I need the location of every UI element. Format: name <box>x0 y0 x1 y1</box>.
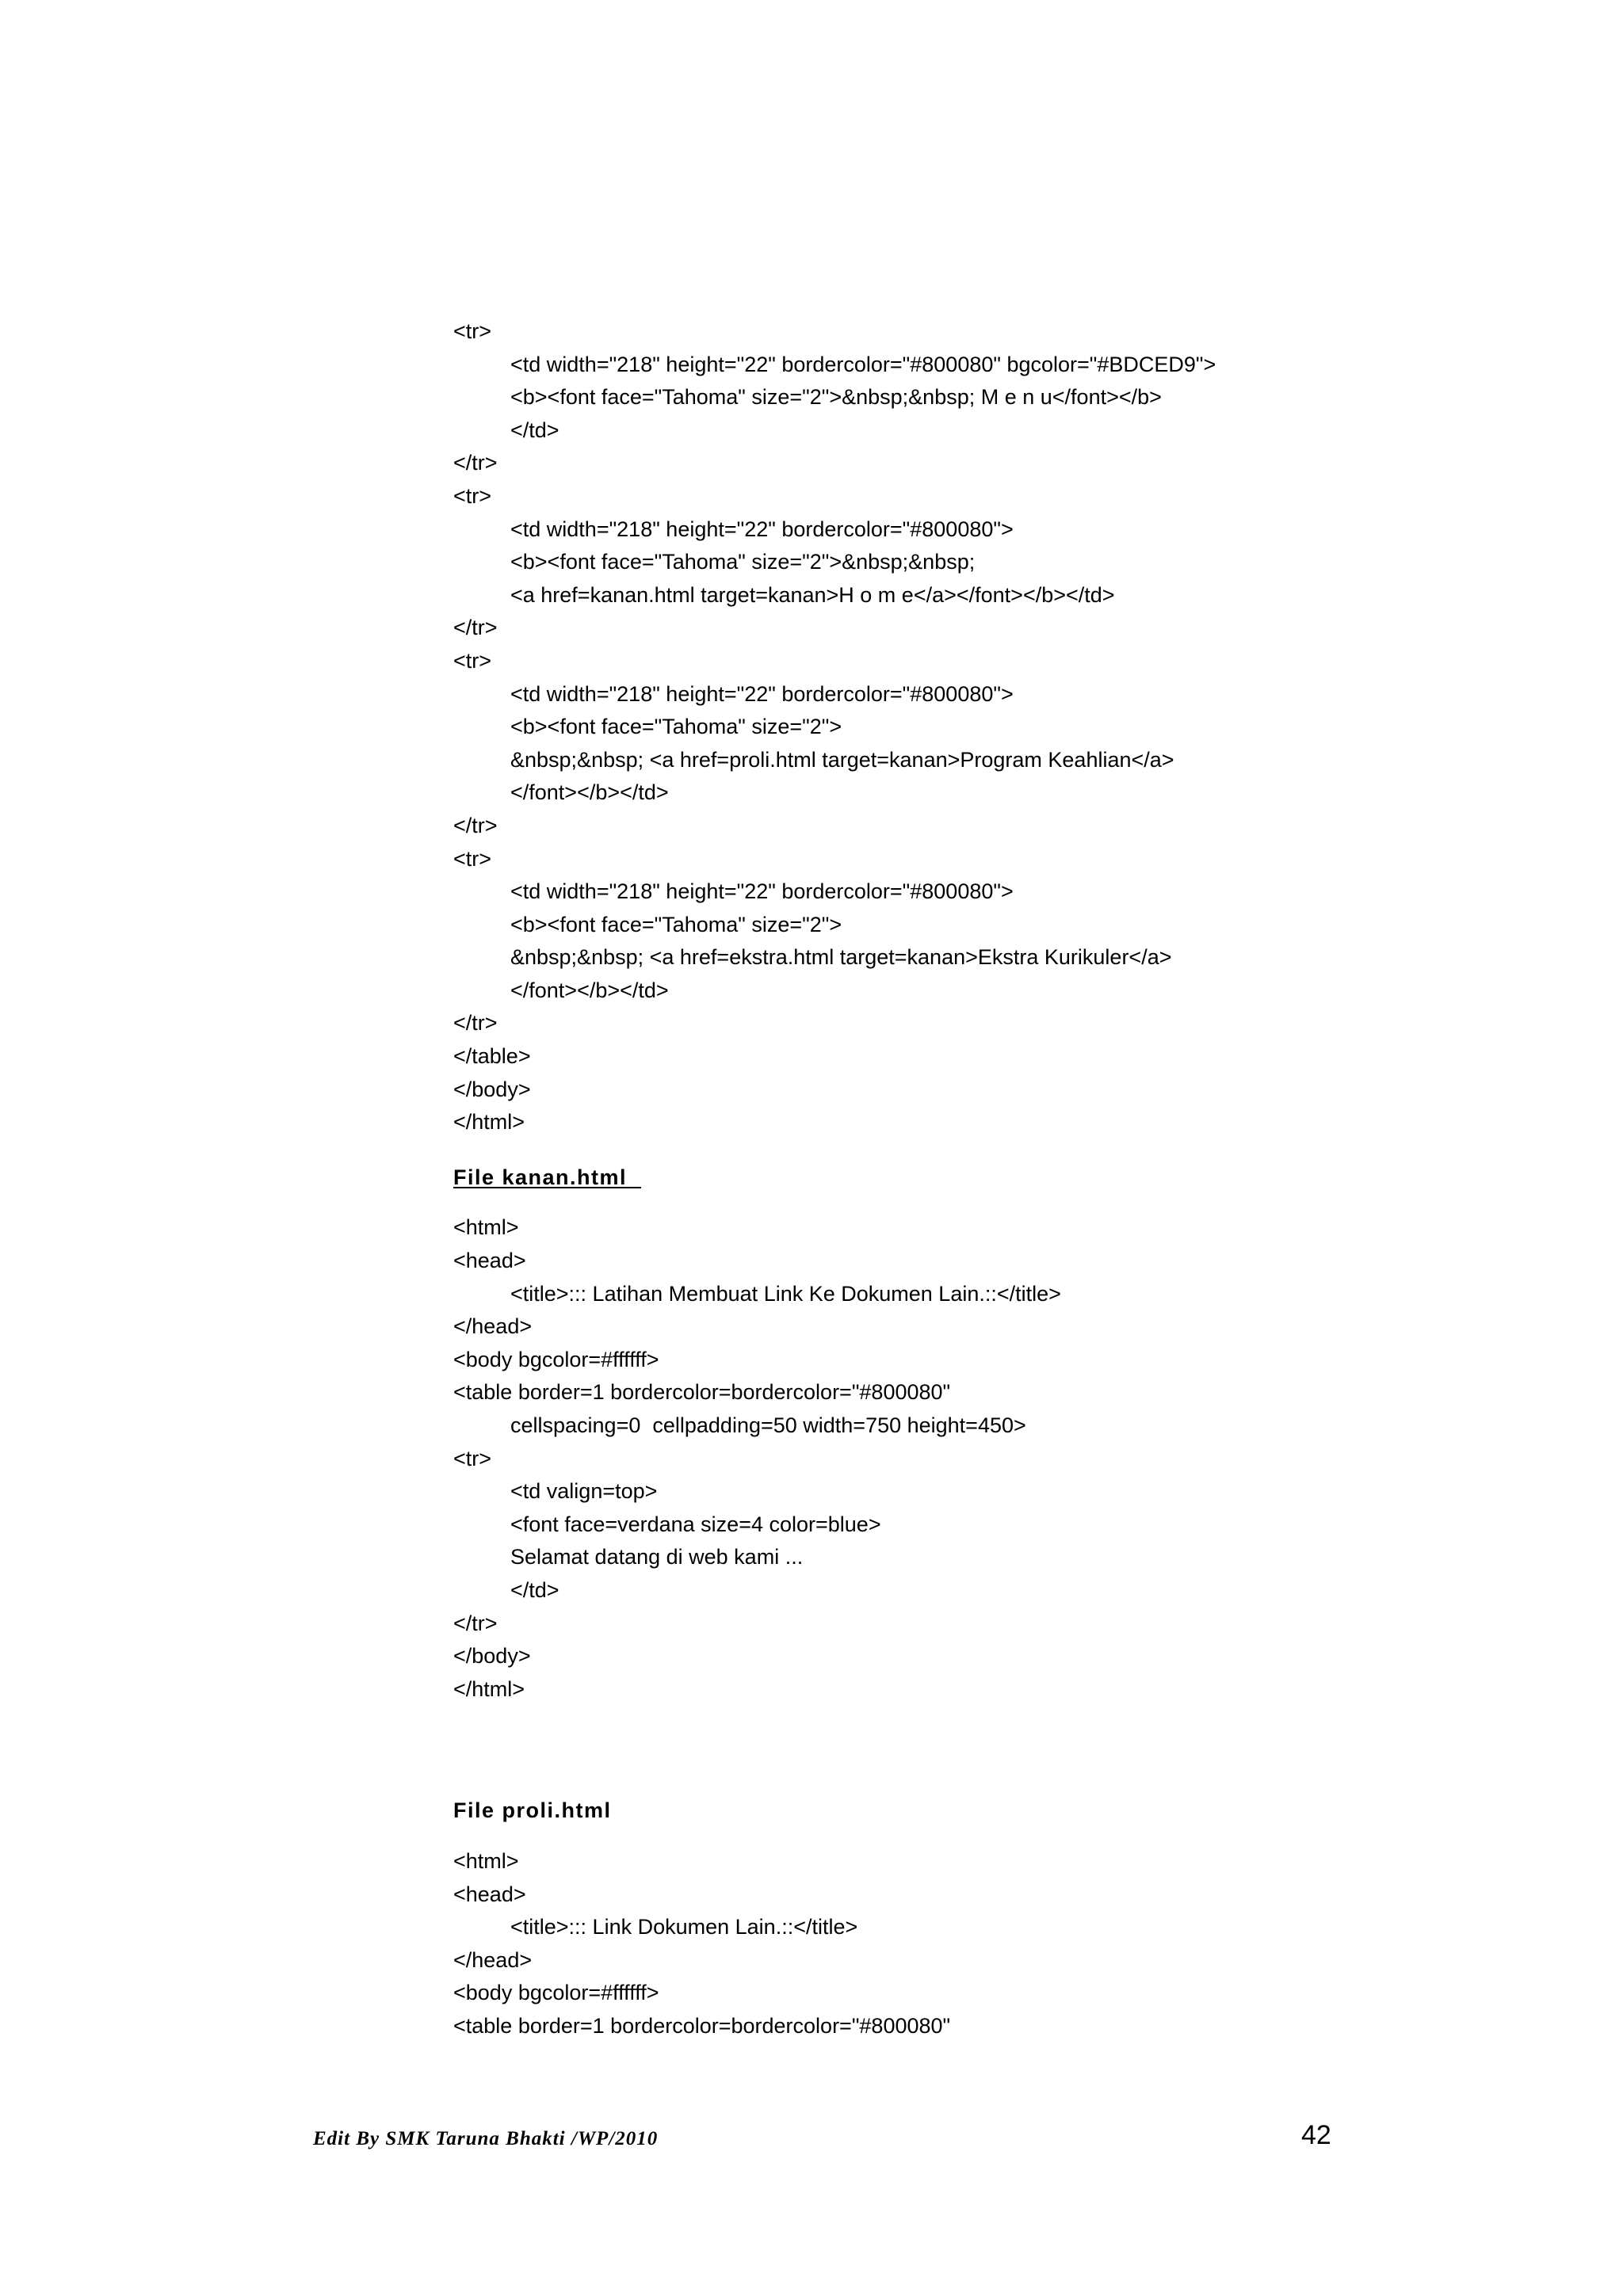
code-line: <head> <box>453 1249 526 1273</box>
code-line: <html> <box>453 1215 519 1240</box>
code-line: cellspacing=0 cellpadding=50 width=750 height=450> <box>510 1413 1026 1437</box>
code-line: <td width="218" height="22" bordercolor="#800080"> <box>510 681 1014 706</box>
code-line: <tr> <box>453 648 492 673</box>
code-line: &nbsp;&nbsp; <a href=ekstra.html target=kanan>Ekstra Kurikuler</a> <box>510 945 1172 970</box>
code-line: <table border=1 bordercolor=bordercolor="#800080" <box>453 2013 951 2038</box>
code-line: </html> <box>453 1110 525 1135</box>
code-line: </tr> <box>453 616 498 640</box>
code-line: </font></b></td> <box>510 978 669 1002</box>
code-line: </tr> <box>453 1011 498 1035</box>
code-block-menu-table <box>453 315 1404 1139</box>
code-line: <td width="218" height="22" bordercolor="#800080"> <box>510 879 1014 904</box>
code-line: <a href=kanan.html target=kanan>H o m e</a></font></b></td> <box>510 582 1115 607</box>
code-line: </tr> <box>453 451 498 475</box>
footer-credit: Edit By SMK Taruna Bhakti /WP/2010 <box>313 2128 659 2149</box>
code-line: <b><font face="Tahoma" size="2"> <box>510 912 842 936</box>
code-line: </tr> <box>453 1611 498 1635</box>
code-line: <title>::: Latihan Membuat Link Ke Dokumen Lain.::</title> <box>510 1281 1061 1306</box>
code-line: <font face=verdana size=4 color=blue> <box>510 1512 881 1536</box>
code-line: <title>::: Link Dokumen Lain.::</title> <box>510 1915 858 1939</box>
code-line: <tr> <box>453 319 492 343</box>
code-line: <b><font face="Tahoma" size="2">&nbsp;&nbsp; M e n u</font></b> <box>510 385 1162 410</box>
code-line: </html> <box>453 1676 525 1701</box>
code-line: </head> <box>453 1947 533 1972</box>
code-line: <td valign=top> <box>510 1479 658 1504</box>
code-line: </font></b></td> <box>510 780 669 805</box>
code-line: </tr> <box>453 813 498 837</box>
code-line: </body> <box>453 1077 531 1101</box>
page-number: 42 <box>1301 2120 1331 2150</box>
code-line: &nbsp;&nbsp; <a href=proli.html target=kanan>Program Keahlian</a> <box>510 747 1174 772</box>
code-line: Selamat datang di web kami ... <box>510 1545 804 1569</box>
code-line: <td width="218" height="22" bordercolor="#800080" bgcolor="#BDCED9"> <box>510 352 1216 376</box>
code-line: </td> <box>510 418 559 442</box>
code-line: <tr> <box>453 483 492 508</box>
heading-file-kanan: File kanan.html <box>453 1165 642 1189</box>
code-block-proli <box>453 1845 1404 2043</box>
page-content <box>453 315 1404 2043</box>
code-line: </body> <box>453 1644 531 1669</box>
code-line: </head> <box>453 1314 533 1339</box>
code-line: <b><font face="Tahoma" size="2">&nbsp;&nbsp; <box>510 550 976 574</box>
code-line: <tr> <box>453 846 492 871</box>
code-line: <tr> <box>453 1446 492 1470</box>
code-line: <body bgcolor=#ffffff> <box>453 1347 659 1371</box>
code-line: <html> <box>453 1848 519 1873</box>
code-line: <body bgcolor=#ffffff> <box>453 1981 659 2005</box>
heading-file-proli: File proli.html <box>453 1798 612 1823</box>
code-line: <b><font face="Tahoma" size="2"> <box>510 715 842 739</box>
code-line: <td width="218" height="22" bordercolor="#800080"> <box>510 517 1014 541</box>
code-line: </td> <box>510 1577 559 1602</box>
code-line: </table> <box>453 1044 531 1069</box>
code-line: <table border=1 bordercolor=bordercolor="#800080" <box>453 1380 951 1405</box>
code-line: <head> <box>453 1882 526 1906</box>
code-block-kanan <box>453 1211 1404 1706</box>
